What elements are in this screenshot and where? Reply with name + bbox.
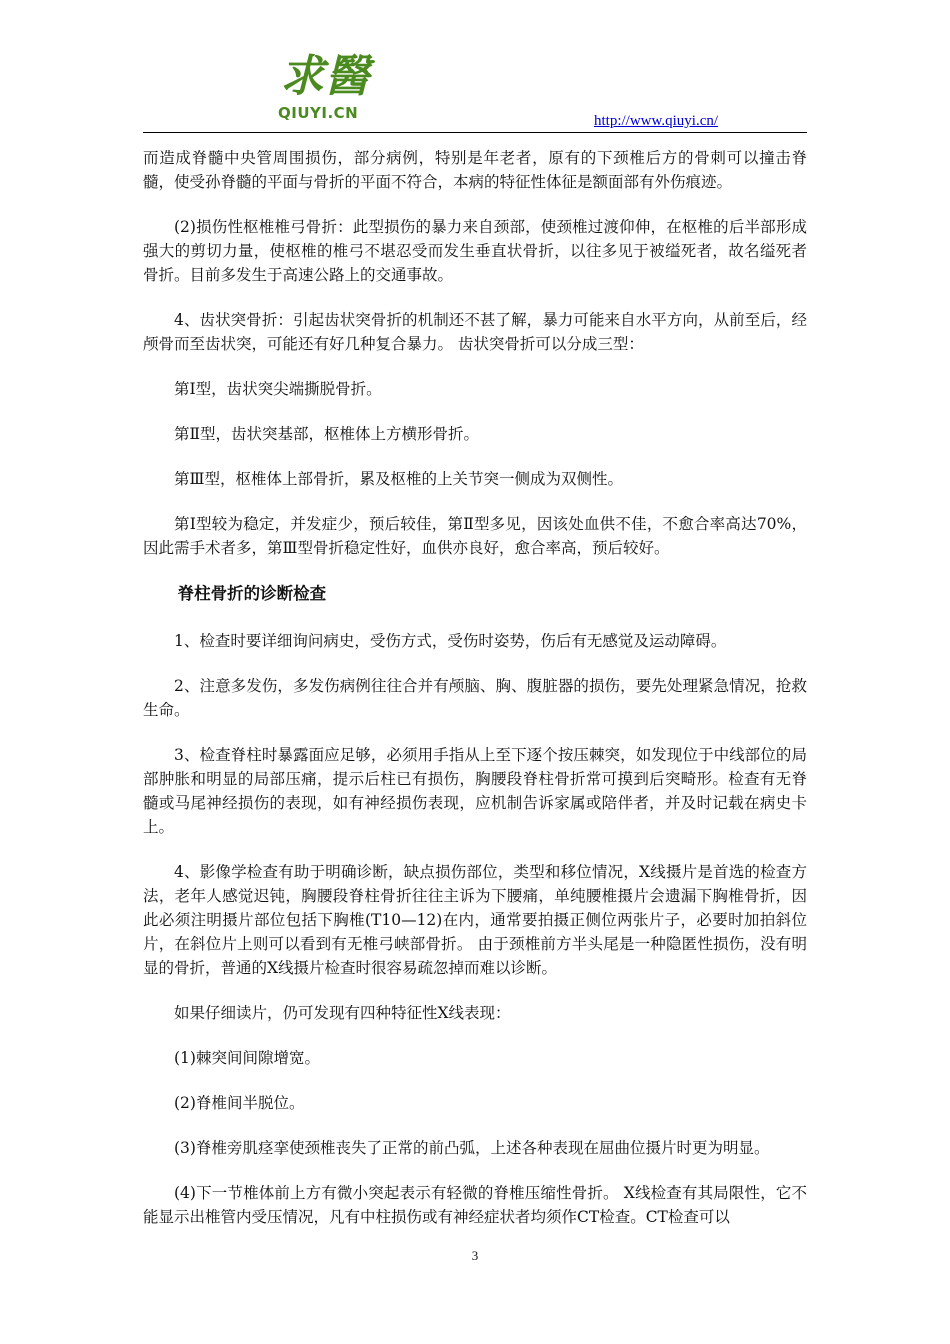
paragraph: 2、注意多发伤，多发伤病例往往合并有颅脑、胸、腹脏器的损伤，要先处理紧急情况，抢救生命。 — [143, 677, 807, 719]
logo-english-text: QIUYI.CN — [278, 104, 359, 122]
paragraph: (4)下一节椎体前上方有微小突起表示有轻微的脊椎压缩性骨折。 X线检查有其局限性，它不能显示出椎管内受压情况，凡有中柱损伤或有神经症状者均须作CT检查。CT检查可以 — [143, 1184, 807, 1226]
paragraph: 第Ⅲ型，枢椎体上部骨折，累及枢椎的上关节突一侧成为双侧性。 — [174, 470, 623, 488]
paragraph: 4、齿状突骨折：引起齿状突骨折的机制还不甚了解，暴力可能来自水平方向，从前至后，经颅骨而至齿状突，可能还有好几种复合暴力。 齿状突骨折可以分成三型： — [143, 311, 807, 353]
logo-chinese-text: 求醫 — [280, 51, 370, 102]
paragraph: (1)棘突间间隙增宽。 — [174, 1049, 320, 1067]
qiuyi-logo[interactable] — [262, 52, 374, 132]
paragraph: 第Ⅰ型较为稳定，并发症少，预后较佳，第Ⅱ型多见，因该处血供不佳，不愈合率高达70%，因此需手术者多，第Ⅲ型骨折稳定性好，血供亦良好，愈合率高，预后较好。 — [143, 515, 807, 557]
page-number: 3 — [471, 1248, 479, 1263]
header-divider — [143, 132, 807, 133]
paragraph: 3、检查脊柱时暴露面应足够，必须用手指从上至下逐个按压棘突，如发现位于中线部位的局部肿胀和明显的局部压痛，提示后柱已有损伤，胸腰段脊柱骨折常可摸到后突畸形。检查有无脊髓或马尾神经损伤的表现，如有神经损伤表现，应机制告诉家属或陪伴者，并及时记载在病史卡上。 — [143, 746, 807, 836]
header-url-link[interactable]: http://www.qiuyi.cn/ — [594, 113, 719, 129]
document-body — [143, 146, 807, 1250]
paragraph: (3)脊椎旁肌痉挛使颈椎丧失了正常的前凸弧，上述各种表现在屈曲位摄片时更为明显。 — [174, 1139, 770, 1157]
paragraph: 第Ⅱ型，齿状突基部，枢椎体上方横形骨折。 — [174, 425, 480, 443]
paragraph: 4、影像学检查有助于明确诊断，缺点损伤部位，类型和移位情况，X线摄片是首选的检查方法，老年人感觉迟钝，胸腰段脊柱骨折往往主诉为下腰痛，单纯腰椎摄片会遗漏下胸椎骨折，因此必须注明摄片部位包括下胸椎(T10—12)在内，通常要拍摄正侧位两张片子，必要时加拍斜位片，在斜位片上则可以看到有无椎弓峡部骨折。 由于颈椎前方半头尾是一种隐匿性损伤，没有明显的骨折，普通的X线摄片检查时很容易疏忽掉而难以诊断。 — [143, 863, 807, 977]
paragraph: 第Ⅰ型，齿状突尖端撕脱骨折。 — [174, 380, 382, 398]
paragraph: 如果仔细读片，仍可发现有四种特征性X线表现： — [174, 1004, 511, 1022]
section-heading: 脊柱骨折的诊断检查 — [177, 584, 327, 603]
paragraph: 而造成脊髓中央管周围损伤，部分病例，特别是年老者，原有的下颈椎后方的骨刺可以撞击脊髓，使受孙脊髓的平面与骨折的平面不符合，本病的特征性体征是额面部有外伤痕迹。 — [143, 149, 807, 191]
paragraph: (2)损伤性枢椎椎弓骨折：此型损伤的暴力来自颈部，使颈椎过渡仰伸，在枢椎的后半部形成强大的剪切力量，使枢椎的椎弓不堪忍受而发生垂直状骨折，以往多见于被缢死者，故名缢死者骨折。目前多发生于高速公路上的交通事故。 — [143, 218, 807, 284]
paragraph: (2)脊椎间半脱位。 — [174, 1094, 305, 1112]
paragraph: 1、检查时要详细询问病史，受伤方式，受伤时姿势，伤后有无感觉及运动障碍。 — [174, 632, 727, 650]
